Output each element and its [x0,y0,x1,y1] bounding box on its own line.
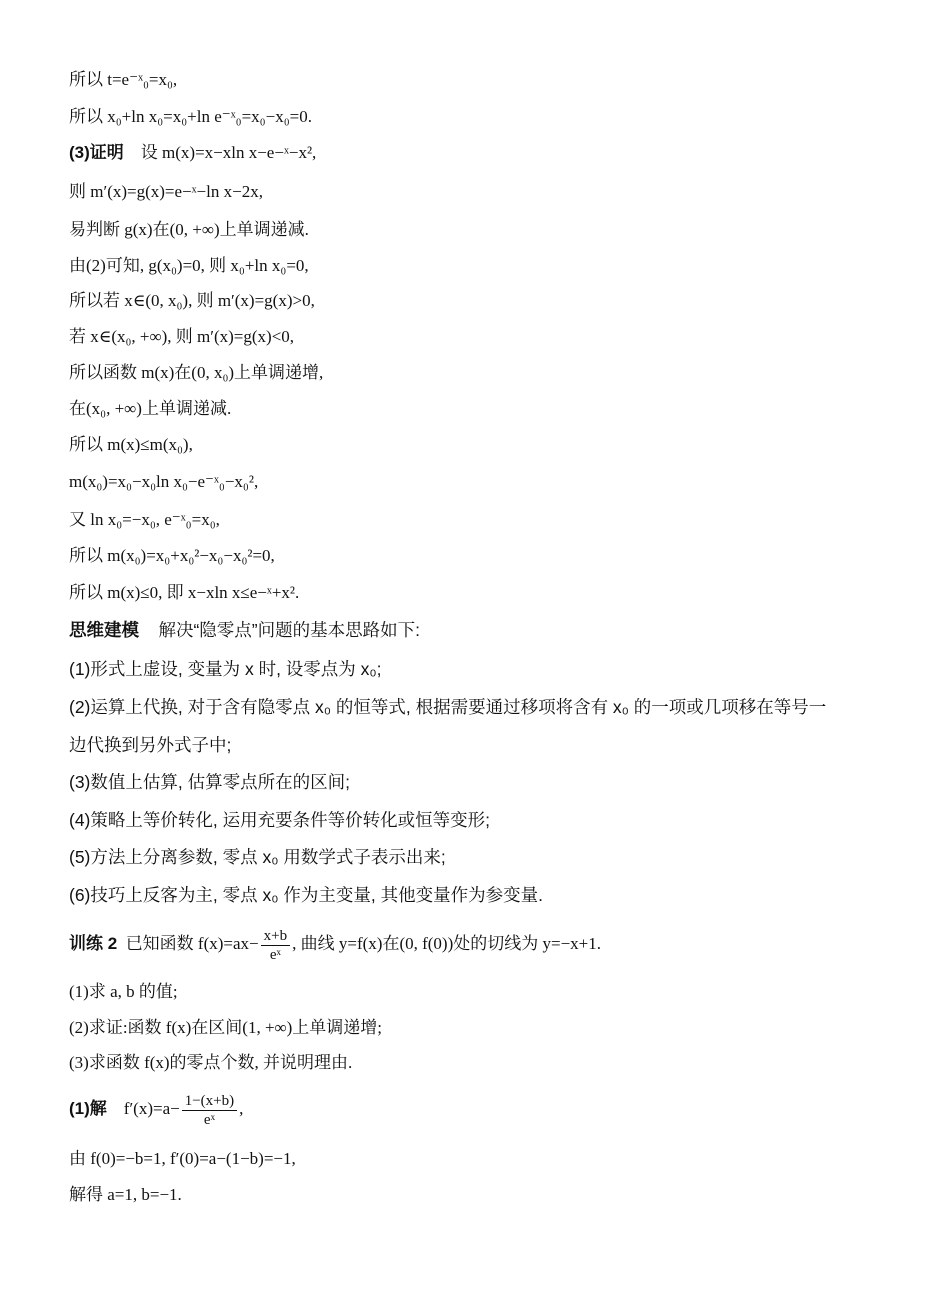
model-item: (3)数值上估算, 估算零点所在的区间; [69,772,350,792]
fraction-numerator: 1−(x+b) [184,1092,235,1109]
proof-line: 所以若 x∈(0, x₀), 则 m′(x)=g(x)>0, [69,291,315,310]
fraction [261,927,290,964]
proof-line: m(x₀)=x₀−x₀ln x₀−e⁻ˣ₀−x₀², [69,472,259,491]
fraction [182,1092,237,1129]
question-item: (1)求 a, b 的值; [69,982,178,1001]
training-suffix: , 曲线 y=f(x)在(0, f(0))处的切线为 y=−x+1. [292,934,602,953]
proof-text: 设 m(x)=x−xln x−e−ˣ−x², [140,143,317,162]
proof-line: 所以 x₀+ln x₀=x₀+ln e⁻ˣ₀=x₀−x₀=0. [69,107,312,126]
model-title: 思维建模 [69,620,139,640]
training-label: 训练 2 [69,934,118,953]
proof-label: (3)证明 [69,143,124,162]
proof-line: 又 ln x₀=−x₀, e⁻ˣ₀=x₀, [69,510,220,529]
proof-line [69,141,316,165]
proof-line: 若 x∈(x₀, +∞), 则 m′(x)=g(x)<0, [69,327,295,346]
proof-line: 易判断 g(x)在(0, +∞)上单调递减. [69,220,309,239]
solution-suffix: , [239,1099,244,1118]
model-item: (5)方法上分离参数, 零点 x₀ 用数学式子表示出来; [69,847,446,867]
solution-label: (1)解 [69,1099,107,1118]
solution-line: 由 f(0)=−b=1, f′(0)=a−(1−b)=−1, [69,1149,296,1168]
training-statement [69,925,601,964]
proof-line: 所以 m(x₀)=x₀+x₀²−x₀−x₀²=0, [69,546,275,565]
fraction-denominator: eˣ [261,945,290,964]
solution-prefix: f′(x)=a− [123,1099,180,1118]
solution-line: 解得 a=1, b=−1. [69,1185,182,1204]
model-item: 边代换到另外式子中; [69,735,232,755]
model-item: (6)技巧上反客为主, 零点 x₀ 作为主变量, 其他变量作为参变量. [69,885,543,905]
proof-line: 在(x₀, +∞)上单调递减. [69,399,232,418]
model-heading [69,618,420,642]
question-item: (2)求证:函数 f(x)在区间(1, +∞)上单调递增; [69,1018,383,1037]
model-item: (4)策略上等价转化, 运用充要条件等价转化或恒等变形; [69,810,490,830]
proof-line: 所以 m(x)≤0, 即 x−xln x≤e−ˣ+x². [69,583,300,602]
proof-line: 由(2)可知, g(x₀)=0, 则 x₀+ln x₀=0, [69,256,309,275]
solution-line [69,1090,243,1129]
model-intro: 解决“隐零点”问题的基本思路如下: [158,620,420,640]
model-item: (1)形式上虚设, 变量为 x 时, 设零点为 x₀; [69,659,382,679]
training-prefix: 已知函数 f(x)=ax− [125,934,259,953]
proof-line: 所以函数 m(x)在(0, x₀)上单调递增, [69,363,324,382]
fraction-denominator: eˣ [182,1110,237,1129]
question-item: (3)求函数 f(x)的零点个数, 并说明理由. [69,1053,353,1072]
proof-line: 所以 m(x)≤m(x₀), [69,435,193,454]
model-item: (2)运算上代换, 对于含有隐零点 x₀ 的恒等式, 根据需要通过移项将含有 x₀ 的一项或几项移在等号一 [69,697,827,717]
fraction-numerator: x+b [263,927,288,944]
proof-line: 则 m′(x)=g(x)=e−ˣ−ln x−2x, [69,182,263,201]
proof-line: 所以 t=e⁻ˣ₀=x₀, [69,70,178,89]
